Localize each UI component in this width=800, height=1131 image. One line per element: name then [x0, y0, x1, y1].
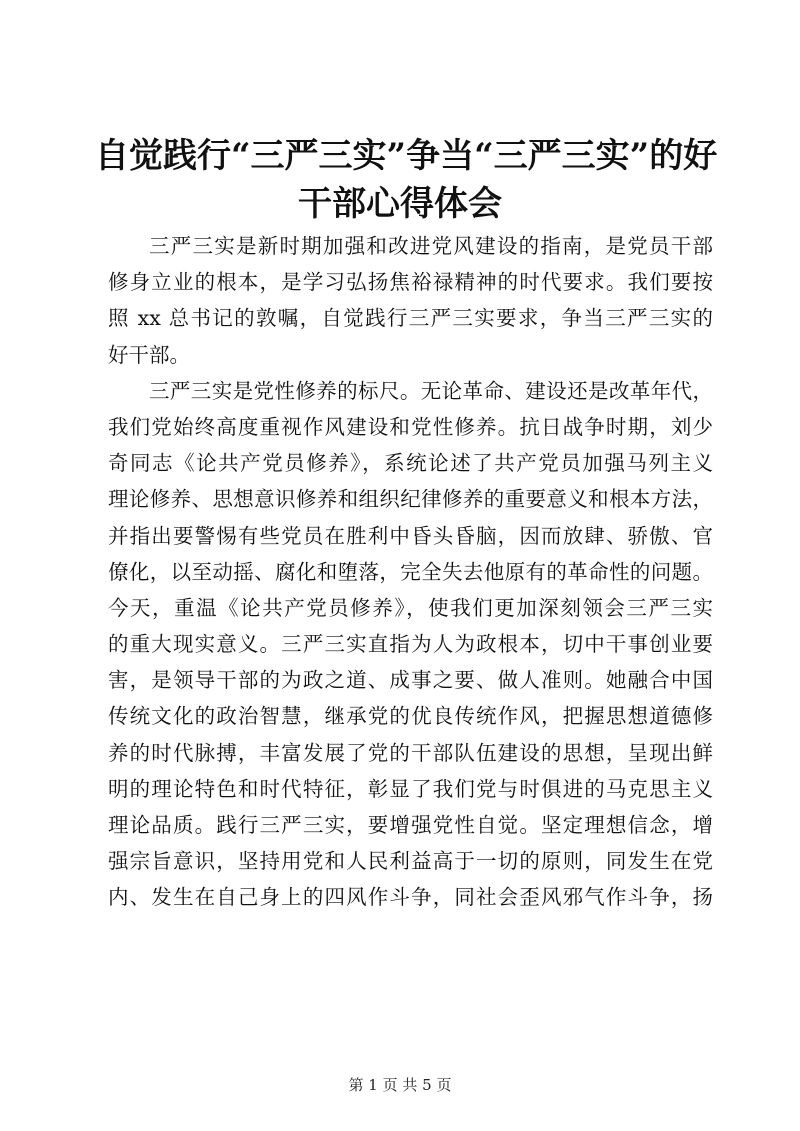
text-line: 三严三实是党性修养的标尺。无论革命、建设还是改革年代，: [149, 378, 713, 403]
document-title: [95, 132, 718, 228]
text-line: 养的时代脉搏，丰富发展了党的干部队伍建设的思想，呈现出鲜: [108, 740, 713, 765]
text-line: 传统文化的政治智慧，继承党的优良传统作风，把握思想道德修: [108, 704, 713, 729]
text-line: 奇同志《论共产党员修养》，系统论述了共产党员加强马列主义: [108, 451, 713, 476]
text-line: 害，是领导干部的为政之道、成事之要、做人准则。她融合中国: [108, 668, 713, 693]
title-line: 干部心得体会: [298, 184, 502, 224]
text-line: 内、发生在自己身上的四风作斗争，同社会歪风邪气作斗争，扬: [108, 885, 713, 910]
text-line: 强宗旨意识，坚持用党和人民利益高于一切的原则，同发生在党: [108, 849, 713, 874]
paragraph-intro: [108, 228, 713, 373]
text-line: 照 xx 总书记的敦嘱，自觉践行三严三实要求，争当三严三实的: [108, 306, 713, 331]
text-line: 僚化，以至动摇、腐化和堕落，完全失去他原有的革命性的问题。: [108, 559, 713, 584]
text-line: 明的理论特色和时代特征，彰显了我们党与时俱进的马克思主义: [108, 776, 713, 801]
text-line: 理论品质。践行三严三实，要增强党性自觉。坚定理想信念，增: [108, 813, 713, 837]
text-line: 理论修养、思想意识修养和组织纪律修养的重要意义和根本方法，: [108, 487, 713, 512]
text-line: 我们党始终高度重视作风建设和党性修养。抗日战争时期，刘少: [108, 414, 713, 439]
text-line: 并指出要警惕有些党员在胜利中昏头昏脑，因而放肆、骄傲、官: [108, 523, 713, 548]
text-line: 的重大现实意义。三严三实直指为人为政根本，切中干事创业要: [108, 632, 713, 657]
text-line: 好干部。: [108, 342, 190, 367]
document-body: [108, 228, 713, 916]
text-line: 三严三实是新时期加强和改进党风建设的指南，是党员干部: [149, 234, 713, 258]
title-line: 自觉践行“三严三实”争当“三严三实”的好: [95, 136, 718, 176]
paragraph-main: [108, 373, 713, 916]
text-line: 今天，重温《论共产党员修养》，使我们更加深刻领会三严三实: [108, 595, 713, 620]
page-footer: 第 1 页 共 5 页: [348, 1076, 452, 1094]
text-line: 修身立业的根本，是学习弘扬焦裕禄精神的时代要求。我们要按: [108, 270, 713, 295]
